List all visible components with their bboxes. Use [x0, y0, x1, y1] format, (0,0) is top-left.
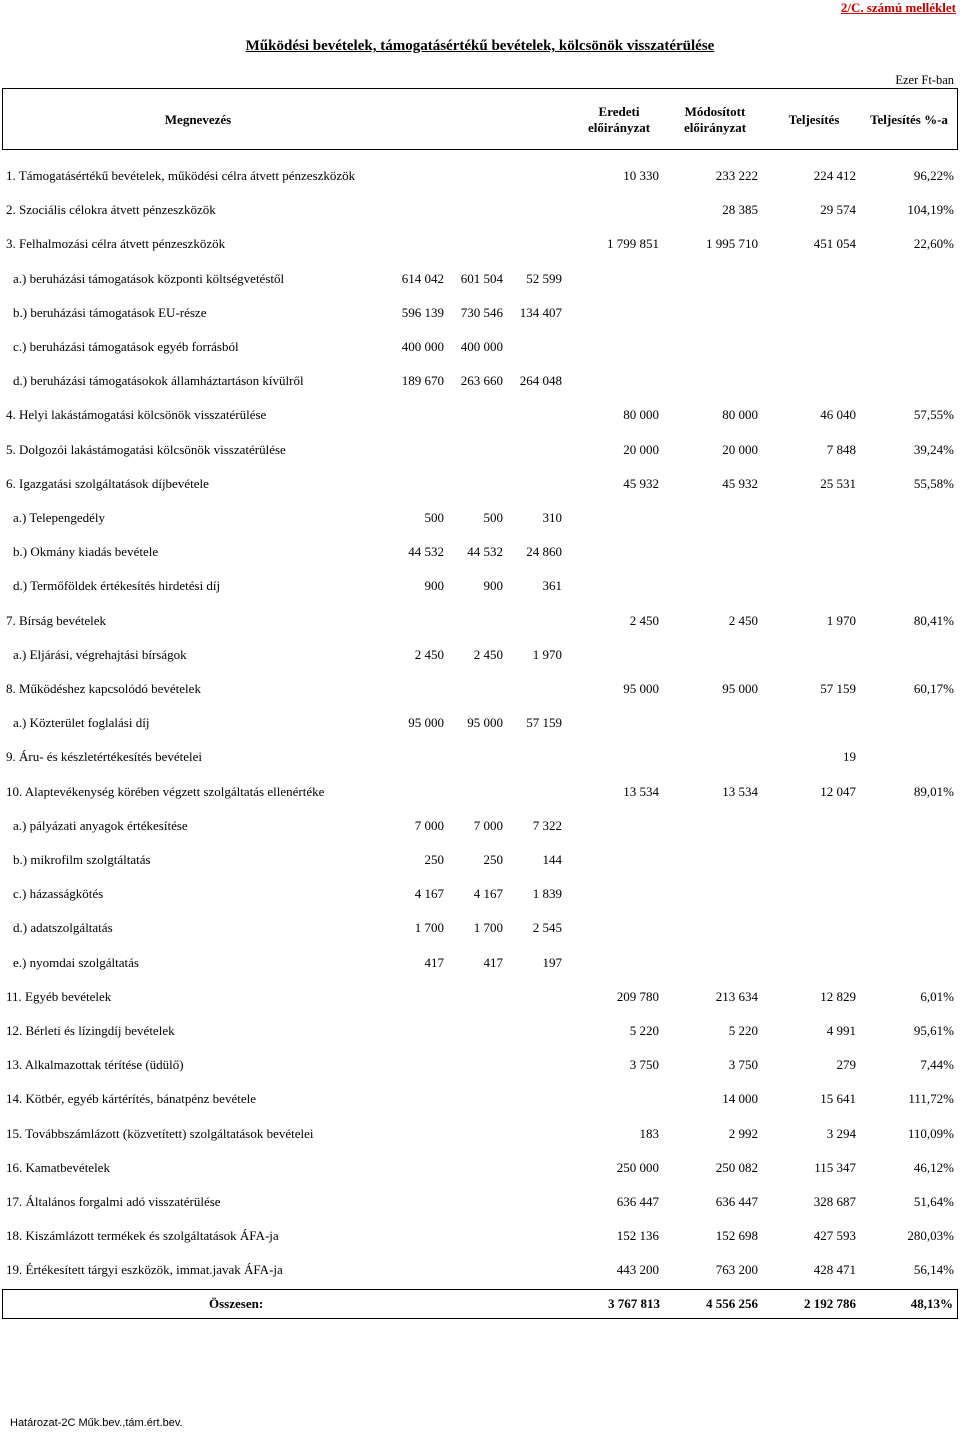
- actual-value: 3 294: [826, 1126, 856, 1141]
- row-label: a.) beruházási támogatások központi költségvetéstől: [13, 271, 285, 286]
- table-row: [0, 476, 960, 494]
- total-percent: 48,13%: [910, 1296, 953, 1311]
- table-subrow: [0, 715, 960, 733]
- table-subrow: [0, 305, 960, 323]
- header-original-line2: előirányzat: [587, 120, 651, 135]
- actual-value: 15 641: [820, 1091, 856, 1106]
- header-modified: [655, 104, 775, 136]
- table-row: [0, 202, 960, 220]
- modified-value: 601 504: [460, 271, 503, 286]
- modified-value: 763 200: [715, 1262, 758, 1277]
- header-percent: Teljesítés %-a: [870, 112, 948, 127]
- original-value: 636 447: [616, 1194, 659, 1209]
- percent-value: 80,41%: [913, 613, 954, 628]
- actual-value: 451 054: [813, 236, 856, 251]
- actual-value: 328 687: [813, 1194, 856, 1209]
- percent-value: 280,03%: [907, 1228, 954, 1243]
- actual-value: 24 860: [526, 544, 562, 559]
- modified-value: 7 000: [473, 818, 503, 833]
- actual-value: 1 970: [826, 613, 856, 628]
- percent-value: 95,61%: [913, 1023, 954, 1038]
- row-label: 15. Továbbszámlázott (közvetített) szolgáltatások bevételei: [6, 1126, 314, 1141]
- annex-label: 2/C. számú melléklet: [840, 0, 956, 15]
- modified-value: 263 660: [460, 373, 503, 388]
- actual-value: 279: [836, 1057, 856, 1072]
- original-value: 5 220: [629, 1023, 659, 1038]
- row-label: 1. Támogatásértékű bevételek, működési célra átvett pénzeszközök: [6, 168, 356, 183]
- percent-value: 55,58%: [913, 476, 954, 491]
- total-modified: 4 556 256: [706, 1296, 758, 1311]
- modified-value: 2 450: [728, 613, 758, 628]
- percent-value: 111,72%: [908, 1091, 954, 1106]
- actual-value: 224 412: [813, 168, 856, 183]
- row-label: 16. Kamatbevételek: [6, 1160, 110, 1175]
- table-subrow: [0, 373, 960, 391]
- modified-value: 152 698: [715, 1228, 758, 1243]
- original-value: 614 042: [401, 271, 444, 286]
- percent-value: 60,17%: [913, 681, 954, 696]
- modified-value: 3 750: [728, 1057, 758, 1072]
- table-row: [0, 989, 960, 1007]
- table-subrow: [0, 544, 960, 562]
- original-value: 20 000: [623, 442, 659, 457]
- actual-value: 12 047: [820, 784, 856, 799]
- table-subrow: [0, 339, 960, 357]
- actual-value: 57 159: [820, 681, 856, 696]
- table-subrow: [0, 818, 960, 836]
- original-value: 2 450: [414, 647, 444, 662]
- row-label: a.) Közterület foglalási díj: [13, 715, 150, 730]
- table-row: [0, 1262, 960, 1280]
- table-row: [0, 681, 960, 699]
- original-value: 13 534: [623, 784, 659, 799]
- actual-value: 134 407: [519, 305, 562, 320]
- row-label: a.) Telepengedély: [13, 510, 105, 525]
- row-label: 3. Felhalmozási célra átvett pénzeszközök: [6, 236, 226, 251]
- row-label: 2. Szociális célokra átvett pénzeszközök: [6, 202, 216, 217]
- actual-value: 4 991: [826, 1023, 856, 1038]
- percent-value: 6,01%: [920, 989, 954, 1004]
- header-original-line1: Eredeti: [598, 104, 640, 119]
- table-row: [0, 1194, 960, 1212]
- actual-value: 428 471: [813, 1262, 856, 1277]
- original-value: 95 000: [623, 681, 659, 696]
- actual-value: 361: [542, 578, 562, 593]
- actual-value: 12 829: [820, 989, 856, 1004]
- modified-value: 95 000: [722, 681, 758, 696]
- percent-value: 56,14%: [913, 1262, 954, 1277]
- original-value: 209 780: [616, 989, 659, 1004]
- header-modified-line2: előirányzat: [683, 120, 747, 135]
- footer-filename: Határozat-2C Műk.bev.,tám.ért.bev.: [10, 1417, 183, 1429]
- row-label: d.) beruházási támogatásokok államháztartáson kívülről: [13, 373, 304, 388]
- total-original: 3 767 813: [608, 1296, 660, 1311]
- row-label: b.) Okmány kiadás bevétele: [13, 544, 159, 559]
- original-value: 596 139: [401, 305, 444, 320]
- modified-value: 417: [483, 955, 503, 970]
- modified-value: 5 220: [728, 1023, 758, 1038]
- row-label: d.) Termőföldek értékesítés hirdetési díj: [13, 578, 221, 593]
- modified-value: 2 992: [728, 1126, 758, 1141]
- table-subrow: [0, 852, 960, 870]
- total-actual: 2 192 786: [804, 1296, 856, 1311]
- original-value: 3 750: [629, 1057, 659, 1072]
- row-label: 4. Helyi lakástámogatási kölcsönök visszatérülése: [6, 407, 267, 422]
- table-row: [0, 1023, 960, 1041]
- row-label: 18. Kiszámlázott termékek és szolgáltatások ÁFA-ja: [6, 1228, 279, 1243]
- actual-value: 310: [542, 510, 562, 525]
- percent-value: 57,55%: [913, 407, 954, 422]
- original-value: 2 450: [629, 613, 659, 628]
- actual-value: 2 545: [532, 920, 562, 935]
- table-subrow: [0, 920, 960, 938]
- modified-value: 500: [483, 510, 503, 525]
- original-value: 44 532: [408, 544, 444, 559]
- table-subrow: [0, 886, 960, 904]
- actual-value: 46 040: [820, 407, 856, 422]
- modified-value: 213 634: [715, 989, 758, 1004]
- table-row: [0, 442, 960, 460]
- modified-value: 4 167: [473, 886, 503, 901]
- modified-value: 1 995 710: [706, 236, 758, 251]
- table-subrow: [0, 647, 960, 665]
- row-label: b.) beruházási támogatások EU-része: [13, 305, 207, 320]
- actual-value: 197: [542, 955, 562, 970]
- original-value: 7 000: [414, 818, 444, 833]
- modified-value: 400 000: [460, 339, 503, 354]
- original-value: 152 136: [616, 1228, 659, 1243]
- row-label: 9. Áru- és készletértékesítés bevételei: [6, 749, 202, 764]
- table-subrow: [0, 510, 960, 528]
- actual-value: 427 593: [813, 1228, 856, 1243]
- actual-value: 144: [542, 852, 562, 867]
- actual-value: 7 848: [826, 442, 856, 457]
- row-label: 5. Dolgozói lakástámogatási kölcsönök visszatérülése: [6, 442, 286, 457]
- original-value: 900: [424, 578, 444, 593]
- row-label: e.) nyomdai szolgáltatás: [13, 955, 139, 970]
- table-row: [0, 1228, 960, 1246]
- original-value: 4 167: [414, 886, 444, 901]
- row-label: 11. Egyéb bevételek: [6, 989, 112, 1004]
- actual-value: 7 322: [532, 818, 562, 833]
- original-value: 250: [424, 852, 444, 867]
- actual-value: 57 159: [526, 715, 562, 730]
- table-row: [0, 784, 960, 802]
- row-label: c.) beruházási támogatások egyéb forrásból: [13, 339, 239, 354]
- header-actual: Teljesítés: [788, 112, 840, 127]
- table-subrow: [0, 955, 960, 973]
- modified-value: 28 385: [722, 202, 758, 217]
- row-label: 12. Bérleti és lízingdíj bevételek: [6, 1023, 175, 1038]
- modified-value: 900: [483, 578, 503, 593]
- percent-value: 110,09%: [907, 1126, 954, 1141]
- original-value: 183: [639, 1126, 659, 1141]
- table-row: [0, 168, 960, 186]
- modified-value: 2 450: [473, 647, 503, 662]
- total-row: [2, 1289, 958, 1319]
- modified-value: 95 000: [467, 715, 503, 730]
- original-value: 45 932: [623, 476, 659, 491]
- original-value: 189 670: [401, 373, 444, 388]
- original-value: 1 799 851: [607, 236, 659, 251]
- row-label: 17. Általános forgalmi adó visszatérülése: [6, 1194, 221, 1209]
- total-label: Összesen:: [209, 1296, 264, 1311]
- actual-value: 115 347: [814, 1160, 856, 1175]
- modified-value: 250 082: [715, 1160, 758, 1175]
- table-row: [0, 749, 960, 767]
- percent-value: 96,22%: [913, 168, 954, 183]
- actual-value: 1 839: [532, 886, 562, 901]
- modified-value: 233 222: [715, 168, 758, 183]
- modified-value: 14 000: [722, 1091, 758, 1106]
- actual-value: 1 970: [532, 647, 562, 662]
- row-label: a.) pályázati anyagok értékesítése: [13, 818, 188, 833]
- table-row: [0, 236, 960, 254]
- original-value: 443 200: [616, 1262, 659, 1277]
- percent-value: 46,12%: [913, 1160, 954, 1175]
- header-modified-line1: Módosított: [684, 104, 746, 119]
- percent-value: 89,01%: [913, 784, 954, 799]
- modified-value: 730 546: [460, 305, 503, 320]
- actual-value: 264 048: [519, 373, 562, 388]
- modified-value: 20 000: [722, 442, 758, 457]
- page-title: Működési bevételek, támogatásértékű bevételek, kölcsönök visszatérülése: [245, 38, 715, 54]
- original-value: 417: [424, 955, 444, 970]
- original-value: 80 000: [623, 407, 659, 422]
- row-label: d.) adatszolgáltatás: [13, 920, 113, 935]
- original-value: 95 000: [408, 715, 444, 730]
- original-value: 400 000: [401, 339, 444, 354]
- row-label: a.) Eljárási, végrehajtási bírságok: [13, 647, 187, 662]
- modified-value: 250: [483, 852, 503, 867]
- table-header: [2, 88, 958, 150]
- header-name: Megnevezés: [164, 112, 232, 127]
- row-label: 6. Igazgatási szolgáltatások díjbevétele: [6, 476, 209, 491]
- table-row: [0, 1126, 960, 1144]
- original-value: 10 330: [623, 168, 659, 183]
- original-value: 500: [424, 510, 444, 525]
- row-label: b.) mikrofilm szolgtáltatás: [13, 852, 151, 867]
- modified-value: 45 932: [722, 476, 758, 491]
- modified-value: 80 000: [722, 407, 758, 422]
- percent-value: 51,64%: [913, 1194, 954, 1209]
- modified-value: 44 532: [467, 544, 503, 559]
- table-row: [0, 407, 960, 425]
- original-value: 250 000: [616, 1160, 659, 1175]
- row-label: 13. Alkalmazottak térítése (üdülő): [6, 1057, 184, 1072]
- table-row: [0, 1160, 960, 1178]
- table-subrow: [0, 271, 960, 289]
- modified-value: 13 534: [722, 784, 758, 799]
- percent-value: 7,44%: [920, 1057, 954, 1072]
- actual-value: 25 531: [820, 476, 856, 491]
- actual-value: 52 599: [526, 271, 562, 286]
- table-row: [0, 1091, 960, 1109]
- table-subrow: [0, 578, 960, 596]
- row-label: 19. Értékesített tárgyi eszközök, immat.javak ÁFA-ja: [6, 1262, 283, 1277]
- modified-value: 636 447: [715, 1194, 758, 1209]
- table-row: [0, 613, 960, 631]
- row-label: 7. Bírság bevételek: [6, 613, 106, 628]
- row-label: 10. Alaptevékenység körében végzett szolgáltatás ellenértéke: [6, 784, 325, 799]
- unit-label: Ezer Ft-ban: [895, 73, 954, 87]
- row-label: 14. Kötbér, egyéb kártérítés, bánatpénz bevétele: [6, 1091, 256, 1106]
- row-label: c.) házasságkötés: [13, 886, 104, 901]
- modified-value: 1 700: [473, 920, 503, 935]
- actual-value: 19: [843, 749, 856, 764]
- percent-value: 39,24%: [913, 442, 954, 457]
- percent-value: 104,19%: [907, 202, 954, 217]
- table-row: [0, 1057, 960, 1075]
- row-label: 8. Működéshez kapcsolódó bevételek: [6, 681, 201, 696]
- actual-value: 29 574: [820, 202, 856, 217]
- original-value: 1 700: [414, 920, 444, 935]
- percent-value: 22,60%: [913, 236, 954, 251]
